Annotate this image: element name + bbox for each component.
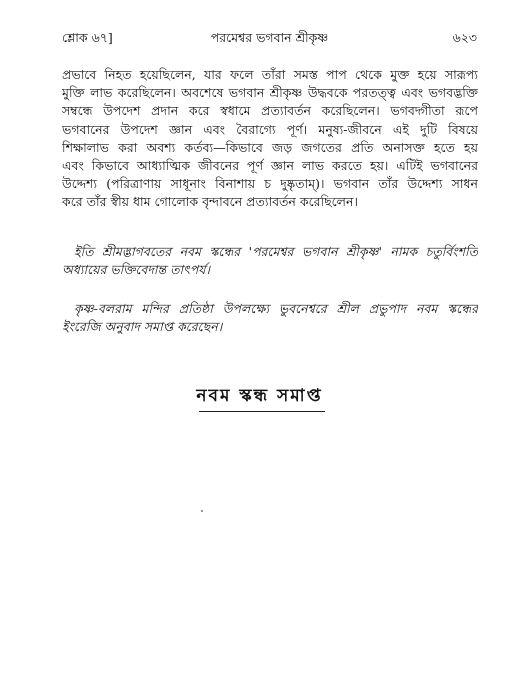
header-page-number: ৬২৩ bbox=[452, 30, 477, 45]
page-speck bbox=[201, 510, 203, 512]
canto-conclusion-heading: নবম স্কন্ধ সমাপ্ত bbox=[196, 386, 323, 406]
text-line: অধ্যায়ের ভক্তিবেদান্ত তাৎপর্য। bbox=[62, 262, 210, 278]
translation-completion-note bbox=[62, 300, 478, 336]
text-line: ভগবানের উপদেশ জ্ঞান এবং বৈরাগ্যে পূর্ণ। মনুষ্য-জীবনে এই দুটি বিষয়ে bbox=[62, 121, 478, 137]
text-line: উদ্দেশ্য (পরিত্রাণায় সাধূনাং বিনাশায় চ দুষ্কৃতাম্)। ভগবান তাঁর উদ্দেশ্য সাধন bbox=[62, 176, 478, 192]
conclusion-underline bbox=[199, 411, 325, 412]
text-line: মুক্তি লাভ করেছিলেন। অবশেষে ভগবান শ্রীকৃষ্ণ উদ্ধবকে পরতত্ত্ব এবং ভগবদ্ভক্তি bbox=[62, 85, 478, 101]
text-line: সম্বন্ধে উপদেশ প্রদান করে স্বধামে প্রত্যাবর্তন করেছিলেন। ভগবদ্গীতা রূপে bbox=[62, 103, 478, 119]
text-line: করে তাঁর স্বীয় ধাম গোলোক বৃন্দাবনে প্রত্যাবর্তন করেছিলেন। bbox=[62, 194, 358, 210]
text-line: ইতি শ্রীমদ্ভাগবতের নবম স্কন্ধের 'পরমেশ্বর ভগবান শ্রীকৃষ্ণ' নামক চতুর্বিংশতি bbox=[74, 244, 478, 259]
header-verse-ref: শ্লোক ৬৭] bbox=[62, 30, 113, 45]
header-title: পরমেশ্বর ভগবান শ্রীকৃষ্ণ bbox=[210, 30, 329, 45]
chapter-closing-note bbox=[62, 243, 478, 279]
running-header bbox=[62, 28, 477, 48]
purport-paragraph bbox=[62, 66, 478, 212]
text-line: শিক্ষালাভ করা অবশ্য কর্তব্য—কিভাবে জড় জগতের প্রতি অনাসক্ত হতে হয় bbox=[62, 139, 478, 155]
text-line: কৃষ্ণ-বলরাম মন্দির প্রতিষ্ঠা উপলক্ষ্যে ভুবনেশ্বরে শ্রীল প্রভুপাদ নবম স্কন্ধের bbox=[74, 301, 478, 316]
text-line: ইংরেজি অনুবাদ সমাপ্ত করেছেন। bbox=[62, 319, 223, 335]
text-line: প্রভাবে নিহত হয়েছিলেন, যার ফলে তাঁরা সমস্ত পাপ থেকে মুক্ত হয়ে সারূপ্য bbox=[62, 67, 478, 82]
text-line: এবং কিভাবে আধ্যাত্মিক জীবনের পূর্ণ জ্ঞান লাভ করতে হয়। এটিই ভগবানের bbox=[62, 158, 478, 174]
